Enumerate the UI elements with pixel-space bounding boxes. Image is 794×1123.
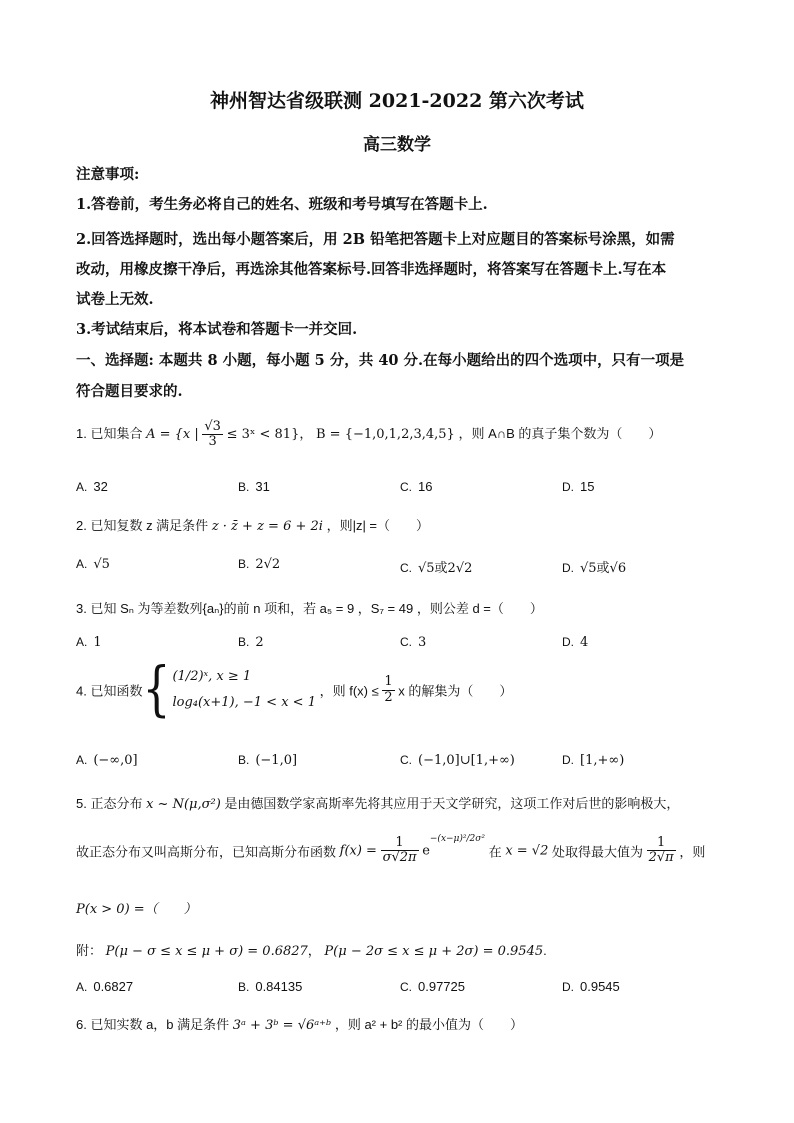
option-letter: A. bbox=[76, 635, 88, 649]
question-3: 3. 已知 Sₙ 为等差数列{aₙ}的前 n 项和，若 a₅ = 9 ，S₇ = 49 ，则公差 d =（ ） bbox=[76, 601, 543, 616]
q1-option-a[interactable] bbox=[76, 479, 108, 494]
option-text: (−1,0] bbox=[255, 753, 298, 768]
q5-appendix-2: P(μ − 2σ ≤ x ≤ μ + 2σ) = 0.9545 bbox=[324, 944, 544, 959]
q5-option-c[interactable] bbox=[400, 979, 465, 994]
option-text: √5 bbox=[93, 557, 110, 572]
q5-exponent: −(x−μ)²/2σ² bbox=[429, 833, 486, 844]
q4-frac-den: 2 bbox=[384, 689, 393, 705]
q3-option-b[interactable] bbox=[238, 635, 264, 650]
question-1: 1. 已知集合 A = {x | $\frac{√3}{3}$ ≤ 3ˣ < 81}， B = {−1,0,1,2,3,4,5} ，则 A∩B 的真子集个数为（ ） bbox=[76, 419, 662, 450]
q5-line2-c: 处取得最大值为 bbox=[551, 844, 643, 860]
option-text: 4 bbox=[580, 635, 589, 650]
q4-case-1 bbox=[172, 664, 316, 690]
q1-option-d[interactable] bbox=[562, 479, 594, 494]
option-text: 0.9545 bbox=[580, 979, 620, 994]
question-5-appendix: 附： P(μ − σ ≤ x ≤ μ + σ) = 0.6827， P(μ − 2σ ≤ x ≤ μ + 2σ) = 0.9545. bbox=[76, 943, 547, 959]
q4-suffix-end: x 的解集为（ ） bbox=[398, 683, 513, 699]
q6-equation: 3ᵃ + 3ᵇ = √6ᵃ⁺ᵇ bbox=[232, 1018, 332, 1033]
q1-set-a-start: A = {x | bbox=[146, 427, 199, 443]
q2-equation: z · z̄ + z = 6 + 2i bbox=[211, 519, 323, 534]
option-text: 31 bbox=[255, 479, 270, 494]
q1-fraction bbox=[202, 420, 223, 450]
option-letter: D. bbox=[562, 980, 574, 994]
q5-exp-base: e bbox=[422, 843, 430, 859]
q4-frac-num: 1 bbox=[384, 674, 393, 690]
question-2 bbox=[76, 515, 429, 534]
option-letter: D. bbox=[562, 561, 574, 575]
q3-option-d[interactable] bbox=[562, 635, 588, 650]
q4-option-a[interactable] bbox=[76, 753, 138, 768]
q6-suffix: ，则 a² + b² 的最小值为（ ） bbox=[334, 1017, 523, 1032]
option-text: 1 bbox=[93, 635, 102, 650]
option-text: 2 bbox=[255, 635, 264, 650]
option-text: 16 bbox=[418, 479, 433, 494]
option-text: 0.6827 bbox=[93, 979, 134, 994]
option-letter: C. bbox=[400, 635, 412, 649]
option-text: √5或√6 bbox=[580, 561, 627, 576]
option-letter: D. bbox=[562, 635, 574, 649]
note-item-2-line-1: 2.回答选择题时，选出每小题答案后，用 2B 铅笔把答题卡上对应题目的答案标号涂黑，如需 bbox=[76, 231, 675, 248]
q3-option-a[interactable] bbox=[76, 635, 102, 650]
option-letter: C. bbox=[400, 980, 412, 994]
question-5-line-1 bbox=[76, 793, 679, 812]
option-letter: B. bbox=[238, 980, 250, 994]
exam-subject: 高三数学 bbox=[363, 135, 431, 155]
q2-option-b[interactable] bbox=[238, 557, 280, 572]
q1-option-c[interactable] bbox=[400, 479, 432, 494]
q4-option-b[interactable] bbox=[238, 753, 297, 768]
section-heading-line-2: 符合题目要求的. bbox=[76, 383, 183, 400]
q1-frac-den: 3 bbox=[208, 434, 217, 450]
option-letter: B. bbox=[238, 753, 250, 767]
option-text: 3 bbox=[418, 635, 427, 650]
question-4 bbox=[76, 654, 513, 724]
note-item-1: 1.答卷前，考生务必将自己的姓名、班级和考号填写在答题卡上. bbox=[76, 196, 488, 213]
q2-option-d[interactable] bbox=[562, 557, 626, 576]
question-5-line-2 bbox=[76, 833, 706, 866]
question-5-line-3: P(x > 0) =（ ） bbox=[76, 902, 197, 917]
option-letter: A. bbox=[76, 753, 88, 767]
option-letter: B. bbox=[238, 557, 250, 571]
option-text: 2√2 bbox=[255, 557, 281, 572]
q5-line2-b: 在 bbox=[488, 844, 502, 860]
option-text: 0.97725 bbox=[418, 979, 465, 994]
q2-prefix: 2. 已知复数 z 满足条件 bbox=[76, 518, 209, 533]
q5-line1-math: x ~ N(μ,σ²) bbox=[146, 797, 221, 812]
option-text: [1,+∞) bbox=[580, 753, 625, 768]
option-letter: D. bbox=[562, 753, 574, 767]
q5-max-den: 2√π bbox=[648, 850, 674, 866]
option-text: 15 bbox=[580, 479, 595, 494]
option-letter: C. bbox=[400, 753, 412, 767]
q5-line2-a: 故正态分布又叫高斯分布，已知高斯分布函数 bbox=[76, 844, 337, 860]
q5-fx: f(x) = bbox=[339, 843, 377, 859]
q4-prefix: 4. 已知函数 bbox=[76, 683, 143, 699]
q4-suffix-start: ，则 f(x) ≤ bbox=[319, 683, 379, 699]
q5-density-fraction bbox=[381, 836, 419, 866]
q2-option-a[interactable] bbox=[76, 557, 110, 572]
q5-appendix-label: 附： bbox=[76, 943, 103, 958]
q2-suffix: ，则|z| =（ ） bbox=[326, 518, 430, 533]
note-item-2-line-2: 改动，用橡皮擦干净后，再选涂其他答案标号.回答非选择题时，将答案写在答题卡上.写在本 bbox=[76, 261, 667, 278]
section-heading-line-1: 一、选择题: 本题共 8 小题，每小题 5 分，共 40 分.在每小题给出的四个选项中，只有一项是 bbox=[76, 352, 685, 369]
q5-option-d[interactable] bbox=[562, 979, 620, 994]
q1-suffix: ，则 A∩B 的真子集个数为（ ） bbox=[458, 426, 662, 442]
q5-option-a[interactable] bbox=[76, 979, 133, 994]
q6-prefix: 6. 已知实数 a，b 满足条件 bbox=[76, 1017, 230, 1032]
q5-appendix-1: P(μ − σ ≤ x ≤ μ + σ) = 0.6827 bbox=[105, 944, 308, 959]
q5-density-num: 1 bbox=[381, 836, 419, 851]
option-text: 0.84135 bbox=[255, 979, 303, 994]
option-letter: A. bbox=[76, 557, 88, 571]
q4-fraction bbox=[382, 675, 394, 705]
q5-line1-b: 是由德国数学家高斯率先将其应用于天文学研究，这项工作对后世的影响极大， bbox=[224, 796, 680, 811]
question-6 bbox=[76, 1014, 523, 1033]
q1-option-b[interactable] bbox=[238, 479, 270, 494]
q1-prefix: 1. 已知集合 bbox=[76, 426, 143, 442]
q4-case-1-cond: , x ≥ 1 bbox=[208, 669, 252, 684]
q2-option-c[interactable] bbox=[400, 557, 472, 576]
q1-frac-num: √3 bbox=[204, 419, 221, 434]
note-item-3: 3.考试结束后，将本试卷和答题卡一并交回. bbox=[76, 321, 358, 338]
q5-line1-a: 5. 正态分布 bbox=[76, 796, 143, 811]
q5-option-b[interactable] bbox=[238, 979, 302, 994]
q4-option-d[interactable] bbox=[562, 753, 624, 768]
q4-case-1-expr: (1/2)ˣ bbox=[172, 669, 209, 684]
option-text: (−1,0]∪[1,+∞) bbox=[418, 753, 515, 768]
q5-max-num: 1 bbox=[647, 836, 676, 851]
option-letter: D. bbox=[562, 480, 574, 494]
q1-set-b: B = {−1,0,1,2,3,4,5} bbox=[315, 427, 455, 443]
q4-option-c[interactable] bbox=[400, 753, 515, 768]
q5-at: x = √2 bbox=[505, 843, 549, 859]
exam-title: 神州智达省级联测 2021-2022 第六次考试 bbox=[210, 90, 584, 112]
q3-option-c[interactable] bbox=[400, 635, 426, 650]
q5-line2-d: ，则 bbox=[679, 844, 706, 860]
option-letter: C. bbox=[400, 561, 412, 575]
option-text: √5或2√2 bbox=[418, 561, 473, 576]
q4-case-2: log₄(x+1), −1 < x < 1 bbox=[172, 695, 316, 710]
q5-max-fraction bbox=[647, 836, 676, 866]
q1-set-a-end: ≤ 3ˣ < 81} bbox=[226, 427, 300, 443]
note-item-2-line-3: 试卷上无效. bbox=[76, 291, 154, 308]
q5-density-den: σ√2π bbox=[382, 850, 417, 866]
option-letter: B. bbox=[238, 635, 250, 649]
option-letter: C. bbox=[400, 480, 412, 494]
option-letter: A. bbox=[76, 980, 88, 994]
notes-heading: 注意事项: bbox=[76, 166, 140, 183]
option-letter: A. bbox=[76, 480, 88, 494]
option-text: 32 bbox=[93, 479, 108, 494]
q4-cases bbox=[172, 664, 316, 716]
option-letter: B. bbox=[238, 480, 250, 494]
option-text: (−∞,0] bbox=[93, 753, 138, 768]
q4-brace: { bbox=[142, 654, 171, 724]
